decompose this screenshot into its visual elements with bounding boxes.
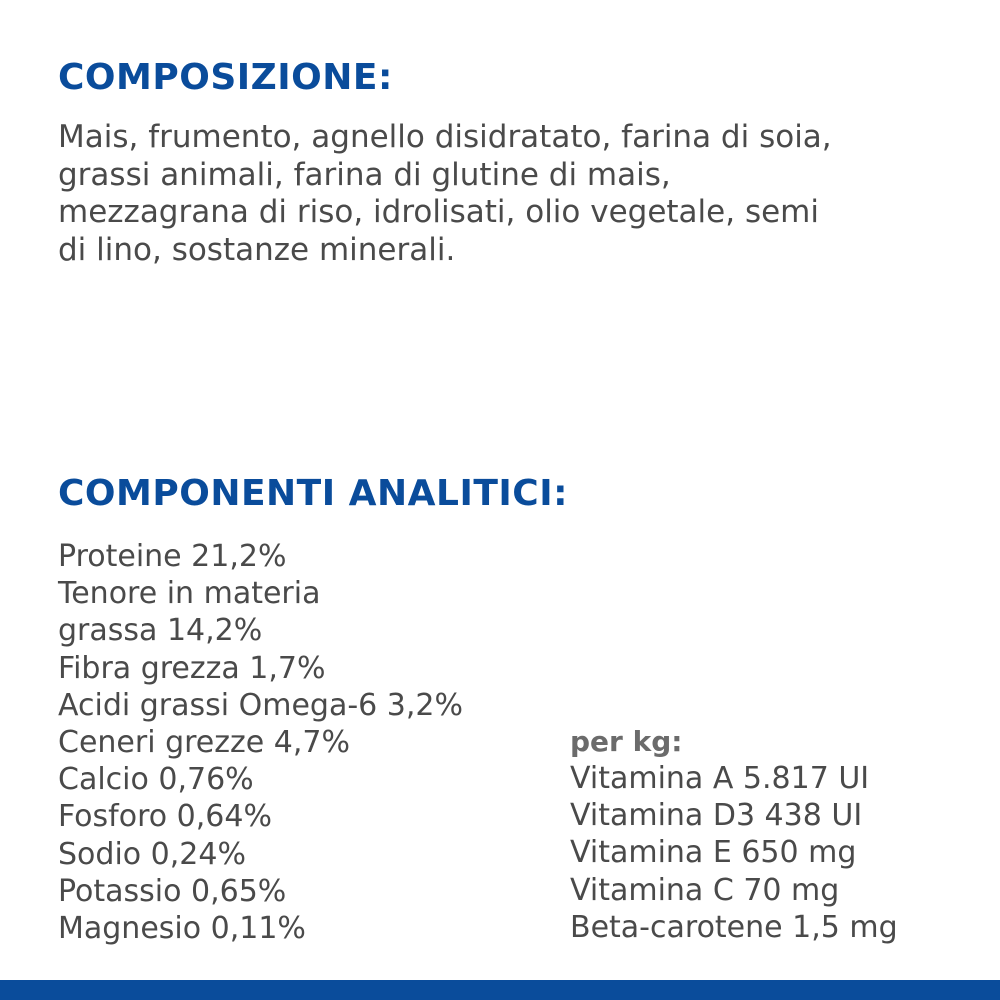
composition-text [58,119,958,269]
analytics-item: Acidi grassi Omega-6 3,2% [58,687,464,723]
vitamin-item: Vitamina D3 438 UI [570,798,863,834]
analytics-item: Fibra grezza 1,7% [58,650,326,686]
composition-line: Mais, frumento, agnello disidratato, farina di soia, [58,119,832,155]
per-kg-block [570,724,898,946]
analytics-item: Fosforo 0,64% [58,799,272,835]
vitamin-item: Beta-carotene 1,5 mg [570,909,898,945]
analytics-item: Sodio 0,24% [58,836,246,872]
composition-heading: COMPOSIZIONE: [58,57,393,98]
vitamin-item: Vitamina E 650 mg [570,835,857,871]
analytics-item: Proteine 21,2% [58,539,287,574]
per-kg-title: per kg: [570,725,683,758]
composition-line: mezzagrana di riso, idrolisati, olio vegetale, semi [58,194,819,230]
analytics-item: Tenore in materia [58,576,321,612]
analytics-heading: COMPONENTI ANALITICI: [58,473,569,514]
vitamin-list [570,760,898,946]
analytics-item: Ceneri grezze 4,7% [58,725,350,761]
analytics-item: Calcio 0,76% [58,762,254,798]
analytics-item: Magnesio 0,11% [58,911,306,947]
vitamin-item: Vitamina C 70 mg [570,872,840,908]
footer-bar [0,980,1000,1000]
composition-line: di lino, sostanze minerali. [58,231,456,268]
analytics-item: grassa 14,2% [58,613,263,649]
analytics-item: Potassio 0,65% [58,873,287,909]
vitamin-item: Vitamina A 5.817 UI [570,761,870,796]
composition-line: grassi animali, farina di glutine di mais, [58,156,671,193]
analytics-list [58,538,463,947]
